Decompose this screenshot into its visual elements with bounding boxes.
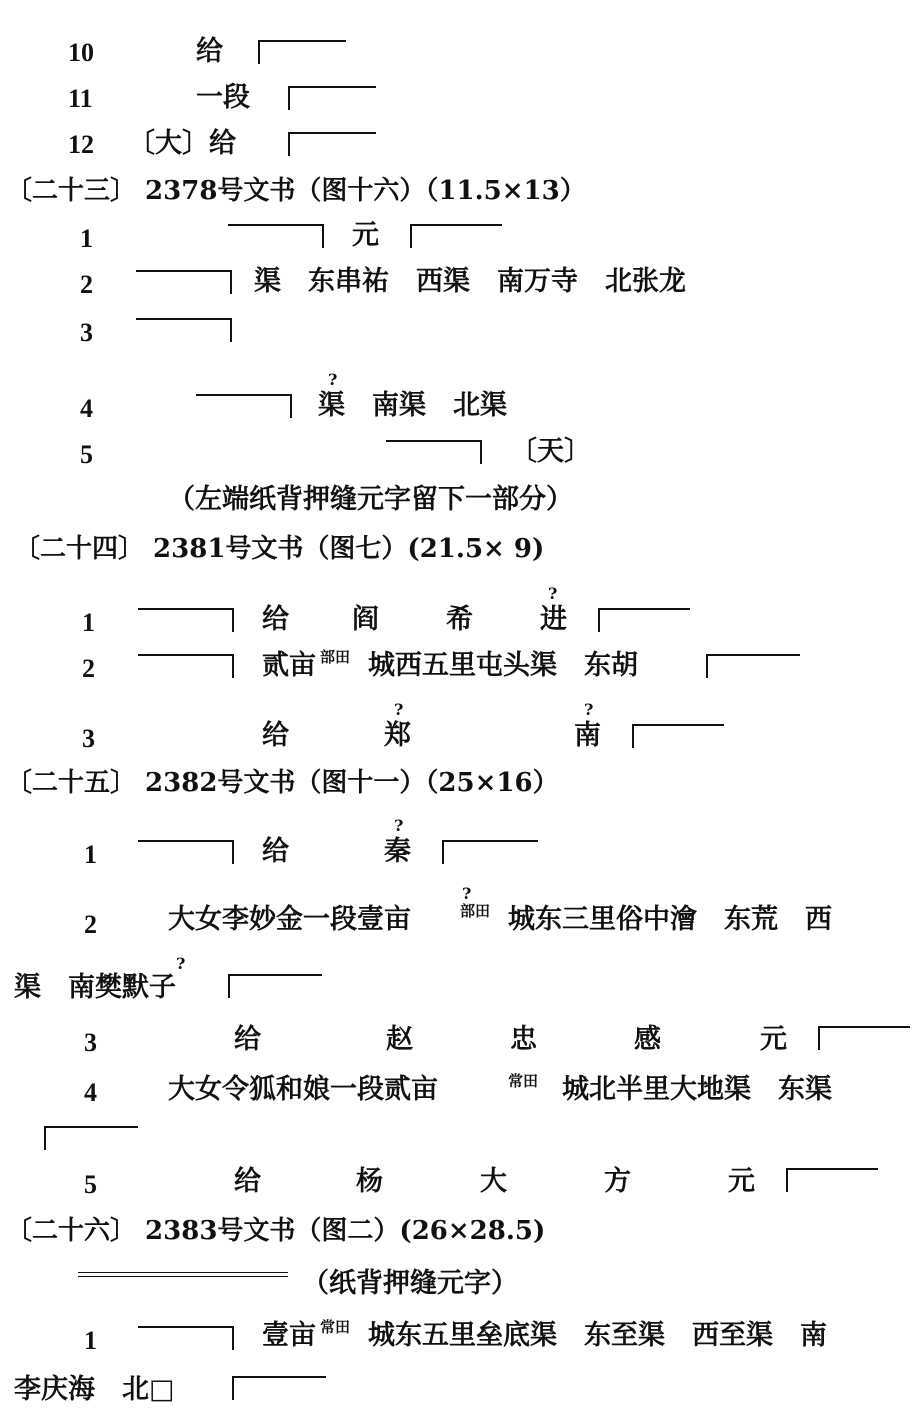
lacuna-mark: [228, 974, 322, 998]
line-text: 希: [446, 604, 473, 635]
lacuna-mark: [196, 394, 292, 418]
line-text: 杨: [356, 1166, 383, 1197]
lacuna-mark: [386, 440, 482, 464]
lacuna-mark: [288, 86, 376, 110]
lacuna-mark: [706, 654, 800, 678]
uncertain-mark: ?: [394, 700, 404, 719]
line-text: 壹亩: [262, 1320, 316, 1351]
document-header: 〔二十六〕 2383号文书（图二）(26×28.5): [6, 1216, 546, 1246]
line-number: 4: [80, 394, 93, 423]
superscript-annotation: 部田: [460, 902, 491, 920]
lacuna-mark: [818, 1026, 910, 1050]
line-text: 城北半里大地渠 东渠: [562, 1074, 832, 1105]
line-number: 1: [80, 224, 93, 253]
lacuna-mark: [138, 1326, 234, 1350]
line-number: 3: [82, 724, 95, 753]
document-note: （左端纸背押缝元字留下一部分）: [168, 484, 573, 515]
line-text: 元: [760, 1024, 787, 1055]
line-number: 3: [84, 1028, 97, 1057]
line-number: 3: [80, 318, 93, 347]
superscript-annotation: 常田: [320, 1318, 351, 1336]
lacuna-mark: [598, 608, 690, 632]
line-number: 12: [68, 130, 94, 159]
uncertain-mark: ?: [548, 584, 558, 603]
lacuna-mark: [258, 40, 346, 64]
line-text: 渠 南渠 北渠: [318, 390, 507, 421]
superscript-annotation: 部田: [320, 648, 351, 666]
line-number: 5: [80, 440, 93, 469]
line-text: 李庆海 北□: [14, 1374, 175, 1405]
document-header: 〔二十五〕 2382号文书（图十一）（25×16）: [6, 768, 559, 798]
lacuna-mark: [786, 1168, 878, 1192]
line-number: 2: [80, 270, 93, 299]
line-text: 一段: [196, 82, 250, 113]
line-number: 4: [84, 1078, 97, 1107]
line-number: 1: [82, 608, 95, 637]
line-text: 给: [262, 836, 289, 867]
line-text: 渠 南樊默子: [14, 972, 176, 1003]
line-text: 方: [604, 1166, 631, 1197]
line-text: 郑: [384, 720, 411, 751]
lacuna-mark: [232, 1376, 326, 1400]
superscript-annotation: 常田: [508, 1072, 539, 1090]
line-text: 〔大〕给: [128, 128, 236, 159]
line-number: 11: [68, 84, 93, 113]
line-text: 赵: [386, 1024, 413, 1055]
uncertain-mark: ?: [462, 884, 472, 903]
line-number: 1: [84, 1326, 97, 1355]
lacuna-mark: [632, 724, 724, 748]
line-text: 大: [480, 1166, 507, 1197]
lacuna-mark: [228, 224, 324, 248]
lacuna-mark: [138, 840, 234, 864]
line-text: 城西五里屯头渠 东胡: [368, 650, 638, 681]
lacuna-mark: [138, 654, 234, 678]
line-text: 给: [234, 1166, 261, 1197]
line-text: 大女李妙金一段壹亩: [168, 904, 411, 935]
line-number: 2: [84, 910, 97, 939]
uncertain-mark: ?: [584, 700, 594, 719]
lacuna-mark: [138, 608, 234, 632]
lacuna-mark: [44, 1126, 138, 1150]
line-number: 2: [82, 654, 95, 683]
seam-line-mark: [78, 1272, 288, 1277]
line-number: 10: [68, 38, 94, 67]
line-number: 1: [84, 840, 97, 869]
uncertain-mark: ?: [176, 954, 186, 973]
line-text: 城东三里俗中澮 东荒 西: [508, 904, 832, 935]
line-text: 秦: [384, 836, 411, 867]
lacuna-mark: [136, 270, 232, 294]
line-text: 元: [728, 1166, 755, 1197]
lacuna-mark: [442, 840, 538, 864]
uncertain-mark: ?: [394, 816, 404, 835]
document-header: 〔二十三〕 2378号文书（图十六）（11.5×13）: [6, 176, 586, 206]
uncertain-mark: ?: [328, 370, 338, 389]
line-text: 给: [262, 720, 289, 751]
line-text: 阎: [352, 604, 379, 635]
lacuna-mark: [288, 132, 376, 156]
line-text: 给: [262, 604, 289, 635]
line-text: 渠 东串祐 西渠 南万寺 北张龙: [254, 266, 686, 297]
document-header: 〔二十四〕 2381号文书（图七）(21.5× 9): [14, 534, 545, 564]
document-note: （纸背押缝元字）: [302, 1268, 518, 1299]
line-text: 南: [574, 720, 601, 751]
lacuna-mark: [136, 318, 232, 342]
line-text: 贰亩: [262, 650, 316, 681]
line-number: 5: [84, 1170, 97, 1199]
line-text: 感: [634, 1024, 661, 1055]
line-text: 给: [234, 1024, 261, 1055]
line-text: 〔天〕: [510, 436, 591, 467]
lacuna-mark: [410, 224, 502, 248]
line-text: 大女令狐和娘一段贰亩: [168, 1074, 438, 1105]
line-text: 给: [196, 36, 223, 67]
line-text: 元: [352, 220, 379, 251]
line-text: 城东五里垒底渠 东至渠 西至渠 南: [368, 1320, 827, 1351]
line-text: 进: [540, 604, 567, 635]
line-text: 忠: [510, 1024, 537, 1055]
